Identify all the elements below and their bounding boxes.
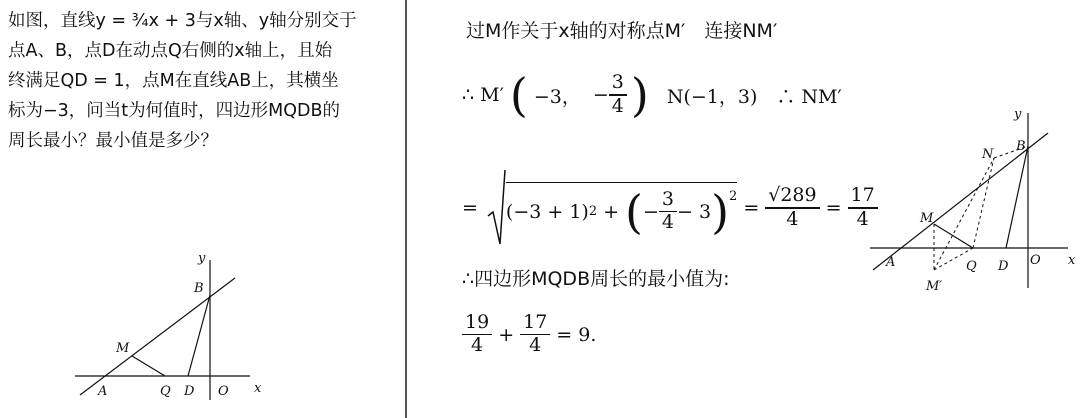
problem-line: 点A、B，点D在动点Q右侧的x轴上，且始 — [8, 41, 333, 61]
problem-line: 标为−3，问当t为何值时，四边形MQDB的 — [8, 101, 341, 121]
sqrt-sign — [486, 168, 506, 248]
segment-mq — [132, 356, 165, 376]
label-q: Q — [966, 259, 977, 274]
equals: = — [462, 197, 478, 219]
fraction-num: √289 — [768, 184, 817, 207]
sqrt-body — [505, 182, 738, 239]
label-y: y — [1014, 107, 1022, 122]
m-prime-x: −3， — [533, 85, 581, 108]
term-1: (−3 + 1) — [505, 200, 589, 223]
sum-result: = 9. — [556, 323, 597, 346]
divider — [405, 0, 407, 418]
sum-plus: + — [498, 323, 515, 346]
label-m-prime: M′ — [926, 279, 943, 294]
paren-open: ( — [509, 68, 528, 122]
problem-line: 周长最小？最小值是多少？ — [8, 131, 218, 151]
label-b: B — [194, 281, 204, 296]
equals-3: = — [825, 197, 842, 219]
problem-statement — [8, 6, 393, 156]
paren-close: ) — [630, 68, 649, 122]
label-x: x — [1068, 253, 1076, 268]
solution-line-5 — [462, 312, 596, 357]
inner-fraction — [659, 189, 677, 234]
inner-sign: − — [643, 200, 659, 223]
sum-fraction-b — [520, 312, 550, 357]
fraction-den: 4 — [611, 94, 624, 117]
fraction — [609, 72, 627, 117]
line-ab — [80, 278, 235, 395]
qn-dashed — [973, 158, 994, 248]
fraction-den: 4 — [856, 207, 869, 230]
fraction-den: 4 — [529, 334, 542, 357]
paren-open-2: ( — [625, 184, 643, 239]
label-q: Q — [160, 384, 171, 399]
solution-line-1: 过M作关于x轴的对称点M′ 连接NM′ — [466, 20, 778, 42]
solution-line-2 — [462, 68, 842, 122]
fraction-den: 4 — [786, 207, 799, 230]
fraction-den: 4 — [471, 334, 484, 357]
fraction-num: 17 — [523, 311, 548, 333]
exponent: 2 — [588, 204, 598, 219]
paren-close-2: ) — [711, 184, 730, 239]
segment-db — [1006, 146, 1028, 248]
label-d: D — [998, 259, 1009, 274]
segment-db — [188, 295, 210, 376]
plus: + — [603, 200, 620, 223]
label-d: D — [184, 384, 195, 399]
label-a: A — [98, 384, 108, 399]
fraction-num: 3 — [661, 187, 675, 210]
label-b: B — [1016, 139, 1026, 154]
solution-line-4: ∴四边形MQDB周长的最小值为: — [462, 268, 730, 290]
fraction-num: 17 — [850, 184, 875, 207]
result-fraction — [765, 185, 819, 230]
m-prime-y-sign: − — [592, 84, 609, 106]
fraction-num: 19 — [465, 311, 490, 333]
figure-left — [60, 240, 280, 410]
label-x: x — [254, 381, 262, 396]
problem-line: 如图，直线y = ¾x + 3与x轴、y轴分别交于 — [8, 11, 357, 31]
fraction-den: 4 — [661, 211, 675, 234]
problem-line: 终满足QD = 1，点M在直线AB上，其横坐 — [8, 71, 339, 91]
label-a: A — [886, 255, 896, 270]
therefore-m-prime: ∴ M′ — [462, 84, 504, 106]
label-m: M — [116, 341, 130, 356]
equals-2: = — [743, 197, 760, 219]
label-m: M — [920, 211, 934, 226]
m-prime-n-dashed — [934, 158, 994, 270]
fraction-num: 3 — [611, 71, 624, 94]
label-n: N — [982, 147, 994, 162]
label-y: y — [198, 251, 206, 266]
label-o: O — [1030, 253, 1041, 268]
label-o: O — [218, 384, 229, 399]
sum-fraction-a — [462, 312, 492, 357]
inner-rest: − 3 — [677, 200, 712, 223]
n-point: N(−1，3) ∴ NM′ — [666, 85, 842, 108]
exponent-2: 2 — [729, 188, 738, 204]
figure-right — [868, 98, 1080, 303]
solution-line-3 — [462, 168, 878, 248]
segment-mq — [934, 224, 973, 248]
